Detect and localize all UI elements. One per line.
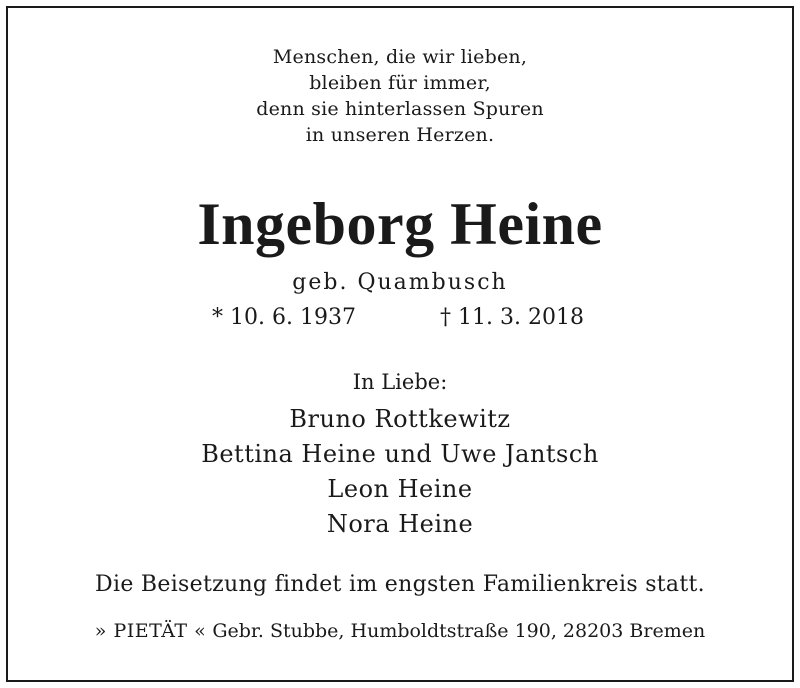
funeral-home-details: Gebr. Stubbe, Humboldtstraße 190, 28203 Bremen <box>212 620 706 642</box>
funeral-home-line <box>0 618 800 644</box>
death-date: † 11. 3. 2018 <box>440 305 584 330</box>
burial-notice: Die Beisetzung findet im engsten Familienkreis statt. <box>95 572 705 597</box>
mourner-name: Nora Heine <box>326 510 474 538</box>
birth-date: * 10. 6. 1937 <box>212 305 356 330</box>
funeral-home-brand: » PIETÄT « <box>94 620 207 642</box>
birth-name: geb. Quambusch <box>292 270 508 295</box>
mourner-name: Leon Heine <box>327 475 473 503</box>
verse-line: Menschen, die wir lieben, <box>272 46 528 68</box>
mourner-name: Bruno Rottkewitz <box>289 405 511 433</box>
verse-line: bleiben für immer, <box>309 72 491 94</box>
mourners-list <box>0 402 800 542</box>
verse-line: denn sie hinterlassen Spuren <box>256 98 544 120</box>
deceased-name: Ingeborg Heine <box>197 191 603 257</box>
verse-line: in unseren Herzen. <box>305 124 495 146</box>
memorial-verse <box>0 44 800 148</box>
mourners-intro: In Liebe: <box>352 370 448 394</box>
mourner-name: Bettina Heine und Uwe Jantsch <box>201 440 599 468</box>
